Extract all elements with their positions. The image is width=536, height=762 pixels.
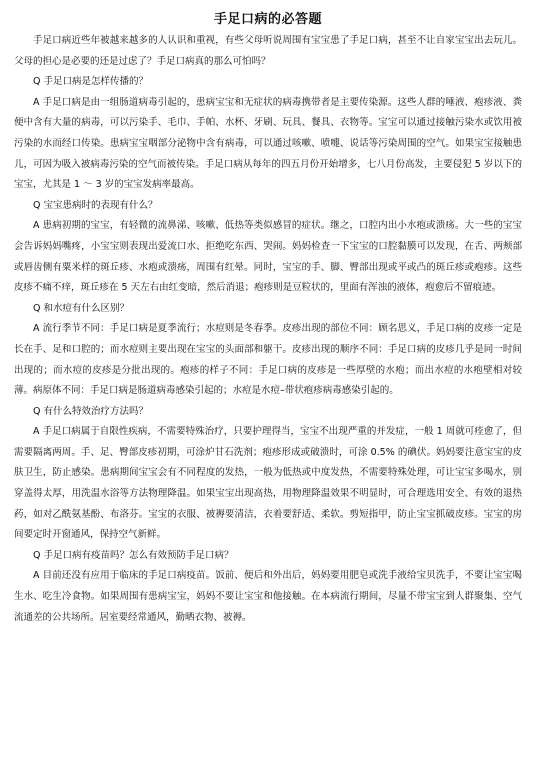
answer-vaccine-prevention: A 目前还没有应用于临床的手足口病疫苗。饭前、便后和外出后，妈妈要用肥皂或洗手液给宝贝洗手，不要让宝宝喝生水、吃生冷食物。如果周围有患病宝宝，妈妈不要让宝宝和他接触。在本病流行期间，尽量不带宝宝到人群聚集、空气流通差的公共场所。居室要经常通风，勤晒衣物、被褥。: [14, 570, 522, 623]
question-chickenpox-difference: Q 和水痘有什么区别？: [33, 302, 129, 314]
document-title: 手足口病的必答题: [213, 12, 322, 27]
answer-chickenpox-difference: A 流行季节不同：手足口病是夏季流行；水痘则是冬春季。皮疹出现的部位不同：顾名思义，手足口病的皮疹一定是长在手、足和口腔的；而水痘则主要出现在宝宝的头面部和躯干。皮疹出现的顺序不同：手足口病的皮疹几乎是同一时间出现的；而水痘的皮疹是分批出现的。疱疹的样子不同：手足口病的皮疹是一些厚壁的水疱；而出水痘的水疱壁相对较薄。病原体不同：手足口病是肠道病毒感染引起的；水痘是水痘–带状疱疹病毒感染引起的。: [14, 323, 522, 397]
question-symptoms: Q 宝宝患病时的表现有什么？: [33, 199, 158, 211]
question-vaccine-prevention: Q 手足口病有疫苗吗？怎么有效预防手足口病？: [33, 549, 234, 561]
answer-symptoms: A 患病初期的宝宝，有轻微的流鼻涕、咳嗽、低热等类似感冒的症状。继之，口腔内出小水疱或溃疡。大一些的宝宝会告诉妈妈嘴疼，小宝宝则表现出爱流口水、拒绝吃东西、哭闹。妈妈检查一下宝宝的口腔黏膜可以发现，在舌、两颊部或唇齿侧有粟米样的斑丘疹、水疱或溃疡，周围有红晕。同时，宝宝的手、脚、臀部出现或平或凸的斑丘疹或疱疹。这些皮疹不痛不痒，斑丘疹在 5 天左右由红变暗，然后消退；疱疹则是豆粒状的，里面有浑浊的液体，疱愈后不留痕迹。: [14, 220, 522, 294]
answer-transmission: A 手足口病是由一组肠道病毒引起的，患病宝宝和无症状的病毒携带者是主要传染源。这些人群的唾液、疱疹液、粪便中含有大量的病毒，可以污染手、毛巾、手帕、水杯、牙刷、玩具、餐具、衣物等。宝宝可以通过接触污染水或饮用被污染的水而经口传染。患病宝宝咽部分泌物中含有病毒，可以通过咳嗽、喷嚏、说话等污染周围的空气。如果宝宝接触患儿，可因为吸入被病毒污染的空气而被传染。手足口病从每年的四五月份开始增多，七八月份高发，主要侵犯 5 岁以下的宝宝，尤其是 1 ～ 3 岁的宝宝发病率最高。: [14, 96, 522, 191]
question-transmission: Q 手足口病是怎样传播的？: [33, 76, 148, 88]
answer-treatment: A 手足口病属于自限性疾病，不需要特殊治疗，只要护理得当，宝宝不出现严重的并发症，一般 1 周就可痊愈了，但需要隔离两周。手、足、臀部皮疹初期，可涂炉甘石洗剂；疱疹形成或破溃时，可涂 0.5% 的碘伏。妈妈要注意宝宝的皮肤卫生，防止感染。患病期间宝宝会有不同程度的发热，一般为低热或中度发热，不需要特殊处理，可让宝宝多喝水，别穿盖得太厚，用洗温水浴等方法物理降温。如果宝宝出现高热，用物理降温效果不明显时，可合理选用安全、有效的退热药，如对乙酰氨基酚、布洛芬。宝宝的衣服、被褥要清洁，衣着要舒适、柔软。剪短指甲，防止宝宝抓破皮疹。宝宝的房间要定时开窗通风，保持空气新鲜。: [14, 426, 522, 541]
question-treatment: Q 有什么特效治疗方法吗？: [33, 405, 148, 417]
intro-paragraph: 手足口病近些年被越来越多的人认识和重视，有些父母听说周围有宝宝患了手足口病，甚至不让自家宝宝出去玩儿。父母的担心是必要的还是过虑了？手足口病真的那么可怕吗？: [14, 35, 522, 67]
